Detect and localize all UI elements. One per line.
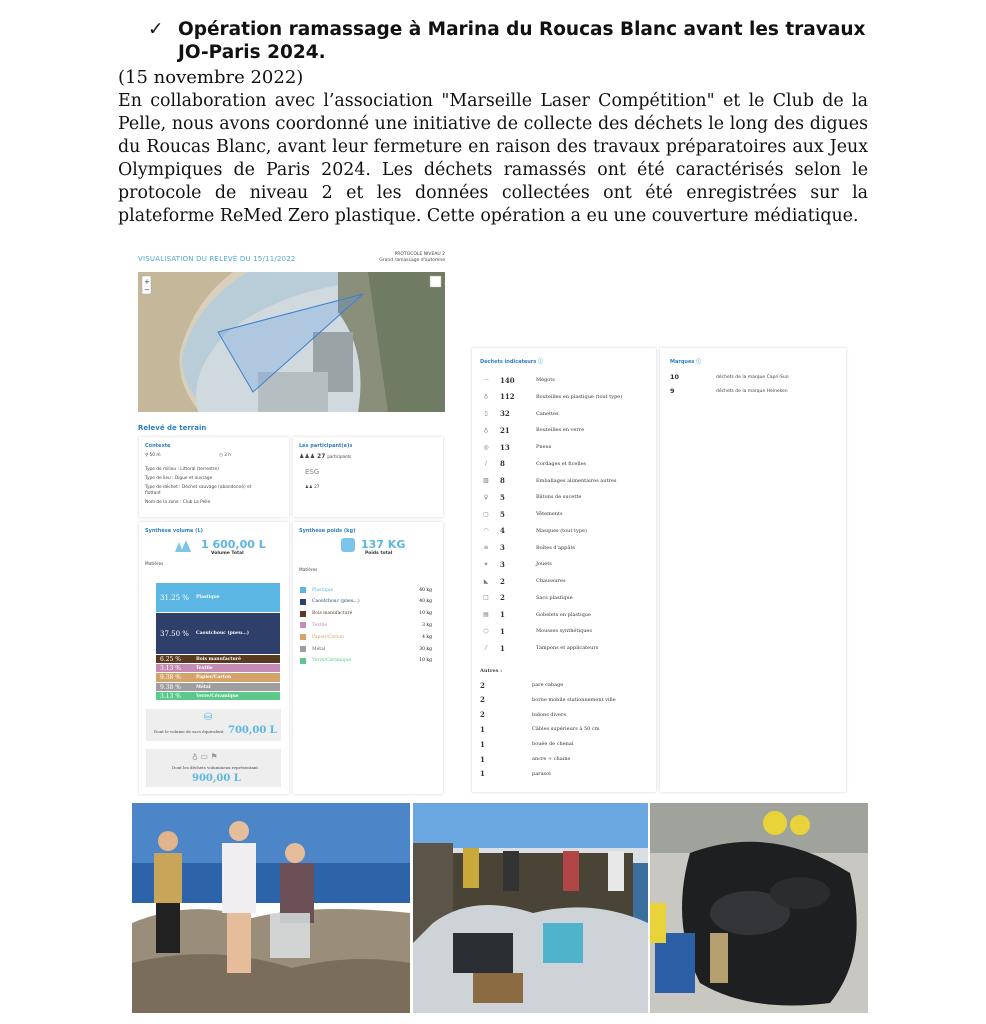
autre-row bbox=[480, 738, 650, 750]
weight-title: Synthèse poids (kg) bbox=[299, 528, 356, 534]
indicator-label: Canettes bbox=[536, 410, 559, 417]
legend-swatch bbox=[300, 587, 306, 593]
legend-swatch bbox=[300, 634, 306, 640]
indicator-icon: ◣ bbox=[483, 577, 489, 585]
volume-title: Synthèse volume (L) bbox=[145, 528, 203, 534]
autre-row bbox=[480, 753, 650, 765]
indicator-count: 4 bbox=[500, 526, 505, 536]
indicator-icon: □ bbox=[483, 594, 489, 602]
bar-percent: 31.25 % bbox=[160, 593, 189, 602]
autre-count: 2 bbox=[480, 710, 485, 720]
legend-weight: 3 kg bbox=[422, 622, 432, 628]
bar-label: Papier/Carton bbox=[196, 675, 232, 680]
indicator-row bbox=[480, 542, 650, 554]
indicator-row bbox=[480, 424, 650, 436]
indicator-row bbox=[480, 525, 650, 537]
participants-count-2: ♟♟ 27 bbox=[305, 485, 320, 490]
context-card bbox=[139, 437, 289, 517]
legend-row bbox=[300, 586, 432, 594]
bar-label: Verre/Céramique bbox=[196, 693, 239, 699]
equiv1-value: 700,00 L bbox=[228, 725, 277, 736]
walk-icon: ⚲ bbox=[145, 453, 150, 458]
svg-text:−: − bbox=[144, 286, 150, 294]
volume-bar bbox=[156, 583, 280, 612]
indicator-count: 21 bbox=[500, 425, 510, 435]
weight-matieres: Matières bbox=[299, 568, 318, 573]
legend-weight: 30 kg bbox=[419, 646, 432, 652]
bar-label: Plastique bbox=[196, 595, 220, 600]
volume-bar bbox=[156, 613, 280, 654]
indicator-row bbox=[480, 374, 650, 386]
indicator-icon: ▢ bbox=[483, 510, 489, 518]
autre-count: 1 bbox=[480, 724, 485, 734]
volume-bar bbox=[156, 683, 280, 691]
legend-name: Métal bbox=[312, 646, 326, 652]
equiv2-label: Dont les déchets volumineux représentant bbox=[172, 765, 259, 770]
legend-name: Papier/Carton bbox=[312, 634, 344, 640]
indicator-count: 1 bbox=[500, 643, 505, 653]
autre-label: Câbles supérieurs à 50 cm bbox=[532, 726, 600, 733]
autre-count: 1 bbox=[480, 739, 485, 749]
autre-row bbox=[480, 694, 650, 706]
photo-kids-on-rocks bbox=[132, 803, 410, 1013]
legend-weight: 10 kg bbox=[419, 658, 432, 664]
bar-label: Bois manufacturé bbox=[196, 656, 242, 662]
autre-label: ancre + chaine bbox=[532, 756, 571, 762]
autre-label: pare cabage bbox=[532, 682, 564, 688]
indicator-count: 8 bbox=[500, 476, 505, 485]
legend-row bbox=[300, 633, 432, 641]
indicator-count: 5 bbox=[500, 492, 505, 502]
indicator-label: Boîtes d'appâts bbox=[536, 544, 575, 551]
indicator-icon: ∕ bbox=[484, 460, 488, 468]
legend-weight: 4 kg bbox=[422, 634, 432, 640]
protocol-level: PROTOCOLE NIVEAU 2 bbox=[394, 252, 445, 257]
indicator-icon: ⬡ bbox=[483, 627, 489, 635]
brand-count: 9 bbox=[670, 387, 675, 395]
volume-matieres: Matières bbox=[145, 562, 164, 567]
indicator-row bbox=[480, 609, 650, 621]
volume-label: Volume Total bbox=[211, 551, 244, 556]
autre-row bbox=[480, 768, 650, 780]
weight-icon bbox=[341, 538, 355, 552]
legend-row bbox=[300, 645, 432, 653]
autre-count: 1 bbox=[480, 754, 485, 764]
brand-name: déchets de la marque Capri-Sun bbox=[716, 375, 789, 380]
indicator-label: Emballages alimentaires autres bbox=[536, 477, 617, 484]
indicator-label: Sacs plastique bbox=[536, 594, 573, 601]
volume-icon bbox=[173, 538, 195, 552]
indicator-row bbox=[480, 408, 650, 420]
context-line: Type de milieu : Littoral (terrestre) bbox=[145, 467, 219, 472]
satellite-map bbox=[138, 272, 445, 412]
autre-label: bouée de chenal bbox=[532, 741, 574, 748]
indicator-label: Jouets bbox=[536, 561, 552, 568]
context-line: Type de déchet : Déchet sauvage (abandonné) et flottant bbox=[145, 485, 252, 496]
equiv2-value: 900,00 L bbox=[192, 773, 241, 784]
legend-weight: 10 kg bbox=[419, 611, 432, 617]
indicator-count: 140 bbox=[500, 375, 515, 385]
autre-label: parasol bbox=[532, 770, 551, 777]
legend-row bbox=[300, 621, 432, 629]
weight-total: 137 KG bbox=[361, 538, 406, 551]
description-paragraph: En collaboration avec l’association "Marseille Laser Compétition" et le Club de la Pelle, nous avons coordonné une initiative de collecte des déchets le long des digues du Roucas Blanc, avant leur fermeture en raison des travaux préparatoires aux Jeux Olympiques de Paris 2024. Les déchets ramassés ont été caractérisés selon le protocole de niveau 2 et les données collectées ont été enregistrées sur la plateforme ReMed Zero plastique. Cette opération a eu une couverture médiatique. bbox=[118, 91, 868, 226]
legend-row bbox=[300, 657, 432, 665]
indicator-count: 3 bbox=[500, 543, 505, 552]
people-icon: ♟♟ bbox=[305, 485, 315, 490]
indicator-row bbox=[480, 391, 650, 403]
legend-name: Textile bbox=[312, 622, 328, 628]
autre-label: borne mobile stationnement ville bbox=[532, 696, 616, 703]
autre-row bbox=[480, 679, 650, 691]
autre-count: 1 bbox=[480, 769, 485, 779]
indicator-icon: ♁ bbox=[483, 393, 489, 401]
protocol-sub: Grand ramassage d'automne bbox=[379, 258, 445, 263]
indicator-row bbox=[480, 642, 650, 654]
indicator-icon: ✶ bbox=[483, 560, 489, 568]
indicator-label: Tampons et applicateurs bbox=[536, 645, 599, 651]
esg-logo: ESG bbox=[305, 468, 320, 476]
autre-count: 2 bbox=[480, 695, 485, 705]
indicator-count: 8 bbox=[500, 459, 505, 469]
volume-bar bbox=[156, 692, 280, 700]
indicator-row bbox=[480, 508, 650, 520]
autres-label: Autres : bbox=[480, 668, 503, 674]
legend-weight: 40 kg bbox=[419, 599, 432, 605]
indicator-icon: ⁄ bbox=[485, 644, 487, 652]
legend-swatch bbox=[300, 658, 306, 664]
bulky-waste-icon: ♁ ▭ ⚑ bbox=[192, 752, 218, 761]
indicator-count: 2 bbox=[500, 576, 505, 586]
legend-weight: 40 kg bbox=[419, 587, 432, 593]
indicator-icon: ▤ bbox=[483, 611, 489, 618]
indicator-row bbox=[480, 458, 650, 470]
participants-title: Les participant(e)s bbox=[299, 443, 353, 449]
autre-count: 2 bbox=[480, 680, 485, 690]
indicator-label: Mégots bbox=[536, 377, 555, 383]
indicator-icon: ≡ bbox=[483, 544, 489, 551]
indicator-icon: ··· bbox=[483, 376, 489, 384]
indicator-label: Pneus bbox=[536, 444, 552, 450]
photo-group-with-waste bbox=[413, 803, 648, 1013]
indicator-icon: ▧ bbox=[483, 477, 489, 484]
indicator-label: Mousses synthétiques bbox=[536, 628, 592, 635]
indicator-row bbox=[480, 475, 650, 487]
legend-swatch bbox=[300, 599, 306, 605]
indicator-row bbox=[480, 592, 650, 604]
indicator-row bbox=[480, 441, 650, 453]
bar-percent: 9.38 % bbox=[160, 674, 181, 681]
indicator-count: 2 bbox=[500, 593, 505, 603]
indicator-count: 3 bbox=[500, 559, 505, 569]
indicator-label: Bouteilles en verre bbox=[536, 427, 585, 434]
context-line: Type de lieu : Digue et ouvrage bbox=[145, 476, 213, 481]
equiv1-label: Dont le volume de sacs équivalent bbox=[154, 729, 224, 734]
legend-name: Caoutchouc (pneu...) bbox=[312, 599, 360, 605]
clock-icon: ◷ bbox=[219, 453, 225, 458]
legend-swatch bbox=[300, 646, 306, 652]
legend-name: Plastique bbox=[312, 587, 334, 593]
context-line: Nom de la zone : Club La Pelle bbox=[145, 500, 211, 505]
operation-date: (15 novembre 2022) bbox=[118, 67, 304, 88]
volume-bar bbox=[156, 655, 280, 663]
legend-row bbox=[300, 598, 432, 606]
bar-label: Caoutchouc (pneu...) bbox=[196, 631, 249, 636]
indicator-count: 1 bbox=[500, 610, 505, 619]
volume-bar bbox=[156, 673, 280, 682]
legend-swatch bbox=[300, 611, 306, 617]
indicator-label: Bouteilles en plastique (tout type) bbox=[536, 393, 623, 400]
indicator-row bbox=[480, 575, 650, 587]
indicator-label: Chaussures bbox=[536, 578, 566, 584]
indicator-label: Gobelets en plastique bbox=[536, 611, 591, 618]
bar-label: Métal bbox=[196, 684, 211, 690]
bar-percent: 37.50 % bbox=[160, 629, 189, 638]
heading-text: Opération ramassage à Marina du Roucas Blanc avant les travaux JO-Paris 2024. bbox=[178, 19, 866, 63]
indicator-label: Vêtements bbox=[536, 511, 563, 517]
legend-name: Bois manufacturé bbox=[312, 611, 353, 617]
volume-bar bbox=[156, 664, 280, 672]
bar-label: Textile bbox=[196, 665, 213, 671]
indicator-count: 5 bbox=[500, 509, 505, 519]
indicator-count: 112 bbox=[500, 392, 515, 402]
indicator-count: 32 bbox=[500, 409, 510, 418]
duration-value: ◷ 3 h bbox=[219, 453, 231, 458]
bar-percent: 3.13 % bbox=[160, 664, 181, 672]
photo-tire-pile bbox=[650, 803, 868, 1013]
indicator-count: 13 bbox=[500, 442, 510, 452]
volume-total: 1 600,00 L bbox=[201, 538, 266, 551]
map-image bbox=[138, 272, 445, 412]
brands-card bbox=[660, 348, 846, 792]
bar-percent: 3.13 % bbox=[160, 692, 181, 700]
indicators-title: Déchets indicateurs ⓘ bbox=[480, 359, 544, 365]
weight-label: Poids total bbox=[365, 551, 393, 556]
autre-label: bidons divers bbox=[532, 711, 566, 718]
indicator-icon: ◠ bbox=[483, 527, 489, 535]
indicator-icon: ♁ bbox=[483, 426, 489, 434]
indicator-count: 1 bbox=[500, 626, 505, 636]
section-heading bbox=[148, 18, 868, 64]
equiv-box-2 bbox=[146, 749, 281, 787]
bar-percent: 6.25 % bbox=[160, 655, 181, 663]
distance-value: ⚲ 50 m bbox=[145, 453, 161, 458]
indicator-label: Cordages et ficelles bbox=[536, 460, 587, 467]
releve-title: Relevé de terrain bbox=[138, 424, 207, 432]
indicator-icon: ▯ bbox=[484, 410, 488, 417]
people-icon: ♟♟♟ bbox=[299, 453, 318, 460]
brands-title: Marques ⓘ bbox=[670, 359, 702, 365]
svg-text:+: + bbox=[144, 278, 150, 286]
viz-title: VISUALISATION DU RELEVÉ DU 15/11/2022 bbox=[138, 255, 296, 263]
participants-count: ♟♟♟ 27 participants bbox=[299, 453, 352, 460]
indicator-icon: ◎ bbox=[483, 443, 489, 451]
indicator-label: Masques (tout type) bbox=[536, 527, 587, 534]
info-icon: ⓘ bbox=[696, 359, 702, 365]
bar-percent: 9.38 % bbox=[160, 683, 181, 691]
indicator-icon: ♀ bbox=[483, 493, 489, 501]
indicator-row bbox=[480, 558, 650, 570]
legend-name: Verre/Céramique bbox=[312, 658, 352, 664]
autre-row bbox=[480, 709, 650, 721]
bag-icon: ⛁ bbox=[204, 712, 213, 723]
legend-row bbox=[300, 610, 432, 618]
participants-card bbox=[293, 437, 443, 517]
legend-swatch bbox=[300, 622, 306, 628]
protocol-label bbox=[360, 252, 445, 264]
equiv-box-1 bbox=[146, 709, 281, 741]
indicator-row bbox=[480, 625, 650, 637]
brand-name: déchets de la marque Heineken bbox=[716, 389, 788, 394]
indicator-row bbox=[480, 491, 650, 503]
checkmark-icon: ✓ bbox=[148, 19, 164, 40]
autre-row bbox=[480, 723, 650, 735]
brand-count: 10 bbox=[670, 373, 680, 381]
indicator-label: Bâtons de sucette bbox=[536, 494, 582, 501]
context-title: Contexte bbox=[145, 443, 171, 449]
info-icon: ⓘ bbox=[538, 359, 544, 365]
